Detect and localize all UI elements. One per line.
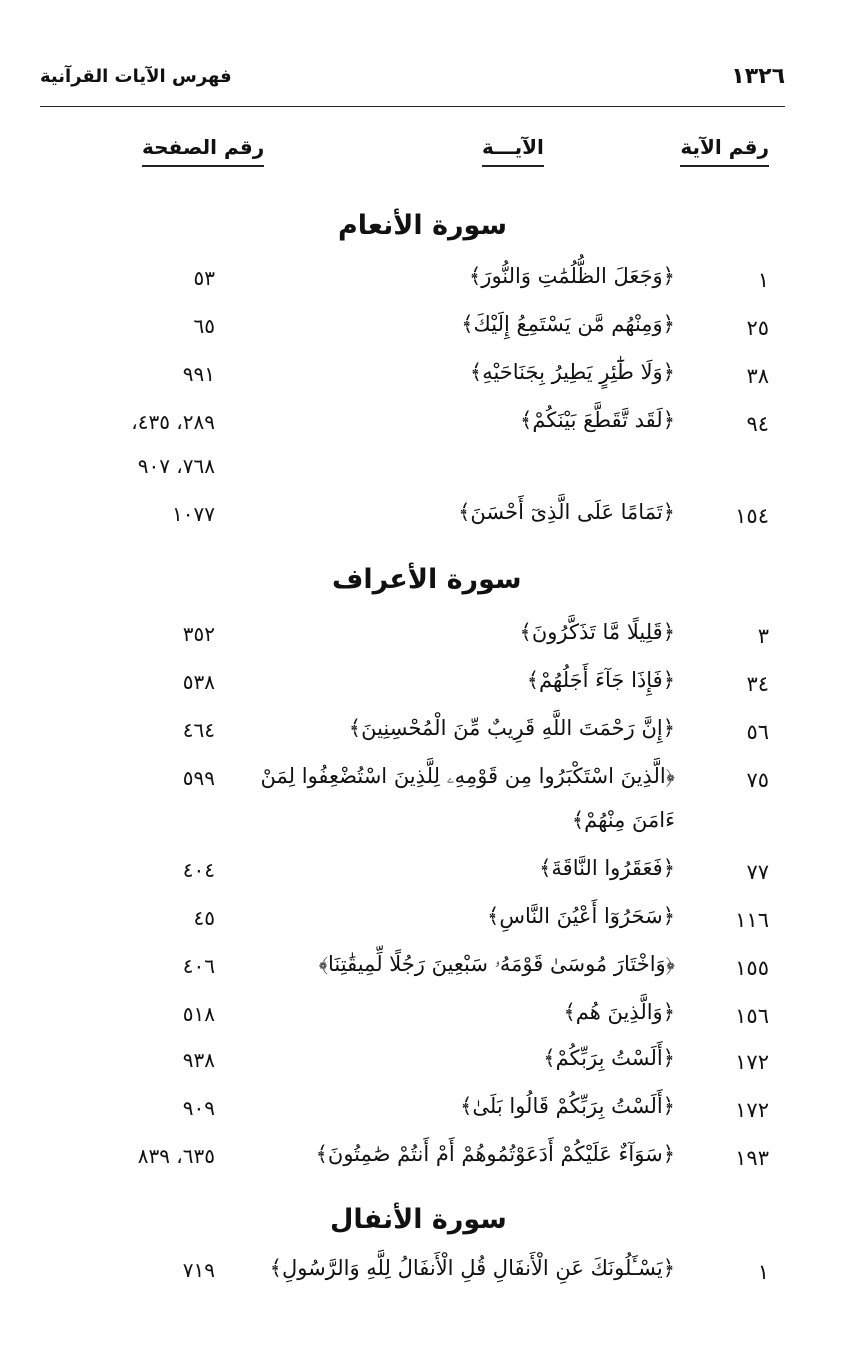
index-row — [0, 902, 855, 942]
column-heading-verse: الآيـــة — [482, 135, 544, 167]
surah-title: سورة الأعراف — [332, 564, 522, 595]
page-references: ٤٠٤ — [182, 858, 215, 882]
verse-text: ﴿وَالَّذِينَ هُم﴾ — [563, 1000, 675, 1024]
index-row-continuation — [0, 450, 855, 490]
verse-text: ﴿وَلَا طَٰٓئِرٍ يَطِيرُ بِجَنَاحَيْهِ﴾ — [469, 360, 675, 384]
verse-text: ﴿أَلَسْتُ بِرَبِّكُمْ﴾ — [543, 1046, 675, 1070]
index-row — [0, 262, 855, 302]
verse-number: ٧٥ — [746, 768, 769, 792]
verse-number: ٧٧ — [746, 860, 769, 884]
index-row — [0, 854, 855, 894]
index-row — [0, 998, 855, 1038]
index-row — [0, 310, 855, 350]
index-row — [0, 1044, 855, 1084]
verse-number: ١٧٢ — [735, 1050, 769, 1074]
index-row — [0, 406, 855, 446]
column-heading-verse-number: رقم الآية — [680, 135, 769, 167]
verse-number: ٣٨ — [746, 364, 769, 388]
verse-text: ﴿سَحَرُوٓا أَعْيُنَ النَّاسِ﴾ — [487, 904, 675, 928]
index-row — [0, 714, 855, 754]
page-references: ٧١٩ — [182, 1258, 215, 1282]
verse-text: ﴿الَّذِينَ اسْتَكْبَرُوا مِن قَوْمِهِۦ لِلَّذِينَ اسْتُضْعِفُوا لِمَنْ — [260, 764, 675, 788]
index-row — [0, 498, 855, 538]
index-row — [0, 666, 855, 706]
verse-number: ١٥٤ — [735, 504, 769, 528]
verse-text: ﴿قَلِيلًا مَّا تَذَكَّرُونَ﴾ — [519, 620, 675, 644]
page-references: ٥٣٨ — [182, 670, 215, 694]
index-row — [0, 358, 855, 398]
page-references: ٤٥ — [193, 906, 215, 930]
page-number: ١٣٢٦ — [731, 64, 785, 89]
index-row — [0, 1140, 855, 1180]
page-header — [40, 64, 785, 94]
verse-text: ﴿فَإِذَا جَآءَ أَجَلُهُمْ﴾ — [526, 668, 675, 692]
header-divider — [40, 106, 785, 107]
verse-number: ١٥٥ — [735, 956, 769, 980]
verse-text: ﴿يَسْـَٔلُونَكَ عَنِ الْأَنفَالِ قُلِ الْأَنفَالُ لِلَّهِ وَالرَّسُولِ﴾ — [269, 1256, 675, 1280]
index-row — [0, 1254, 855, 1294]
page-references: ٢٨٩، ٤٣٥، — [131, 410, 215, 434]
page-references: ٩٩١ — [182, 362, 215, 386]
index-row-continuation — [0, 806, 855, 846]
surah-title: سورة الأنفال — [330, 1204, 507, 1235]
verse-text-continuation: ءَامَنَ مِنْهُمْ﴾ — [571, 808, 675, 832]
verse-text: ﴿لَقَد تَّقَطَّعَ بَيْنَكُمْ﴾ — [520, 408, 675, 432]
column-heading-page-number: رقم الصفحة — [142, 135, 264, 167]
verse-text: ﴿أَلَسْتُ بِرَبِّكُمْ قَالُوا بَلَىٰ﴾ — [460, 1094, 675, 1118]
verse-number: ٥٦ — [746, 720, 769, 744]
verse-number: ١٧٢ — [735, 1098, 769, 1122]
page-references: ٤٦٤ — [182, 718, 215, 742]
index-row — [0, 1092, 855, 1132]
page-references: ٦٣٥، ٨٣٩ — [137, 1144, 215, 1168]
page-references: ٣٥٢ — [182, 622, 215, 646]
verse-number: ١١٦ — [735, 908, 769, 932]
page-references: ٩٣٨ — [182, 1048, 215, 1072]
verse-number: ٣ — [757, 624, 769, 648]
verse-text: ﴿وَجَعَلَ الظُّلُمَٰتِ وَالنُّورَ﴾ — [469, 264, 675, 288]
verse-number: ٩٤ — [746, 412, 769, 436]
verse-number: ١٥٦ — [735, 1004, 769, 1028]
page-references: ٤٠٦ — [182, 954, 215, 978]
index-row — [0, 618, 855, 658]
verse-text: ﴿وَمِنْهُم مَّن يَسْتَمِعُ إِلَيْكَ﴾ — [461, 312, 675, 336]
page-references: ٧٦٨، ٩٠٧ — [137, 454, 215, 478]
verse-text: ﴿فَعَقَرُوا النَّاقَةَ﴾ — [539, 856, 675, 880]
page-references: ٥١٨ — [182, 1002, 215, 1026]
page-references: ٥٣ — [193, 266, 215, 290]
surah-title: سورة الأنعام — [338, 210, 508, 241]
verse-text: ﴿وَاخْتَارَ مُوسَىٰ قَوْمَهُۥ سَبْعِينَ رَجُلًا لِّمِيقَٰتِنَا﴾ — [318, 952, 675, 976]
verse-text: ﴿تَمَامًا عَلَى الَّذِىٓ أَحْسَنَ﴾ — [458, 500, 675, 524]
running-title: فهرس الآيات القرآنية — [40, 66, 232, 87]
page-references: ٦٥ — [193, 314, 215, 338]
page-references: ١٠٧٧ — [172, 502, 215, 526]
verse-number: ١ — [757, 1260, 769, 1284]
verse-number: ١ — [757, 268, 769, 292]
index-row — [0, 950, 855, 990]
index-row — [0, 762, 855, 802]
page-references: ٩٠٩ — [182, 1096, 215, 1120]
verse-number: ٣٤ — [746, 672, 769, 696]
page-references: ٥٩٩ — [182, 766, 215, 790]
verse-text: ﴿سَوَآءٌ عَلَيْكُمْ أَدَعَوْتُمُوهُمْ أَمْ أَنتُمْ صَٰمِتُونَ﴾ — [315, 1142, 675, 1166]
verse-number: ٢٥ — [746, 316, 769, 340]
verse-number: ١٩٣ — [735, 1146, 769, 1170]
verse-text: ﴿إِنَّ رَحْمَتَ اللَّهِ قَرِيبٌ مِّنَ الْمُحْسِنِينَ﴾ — [348, 716, 675, 740]
